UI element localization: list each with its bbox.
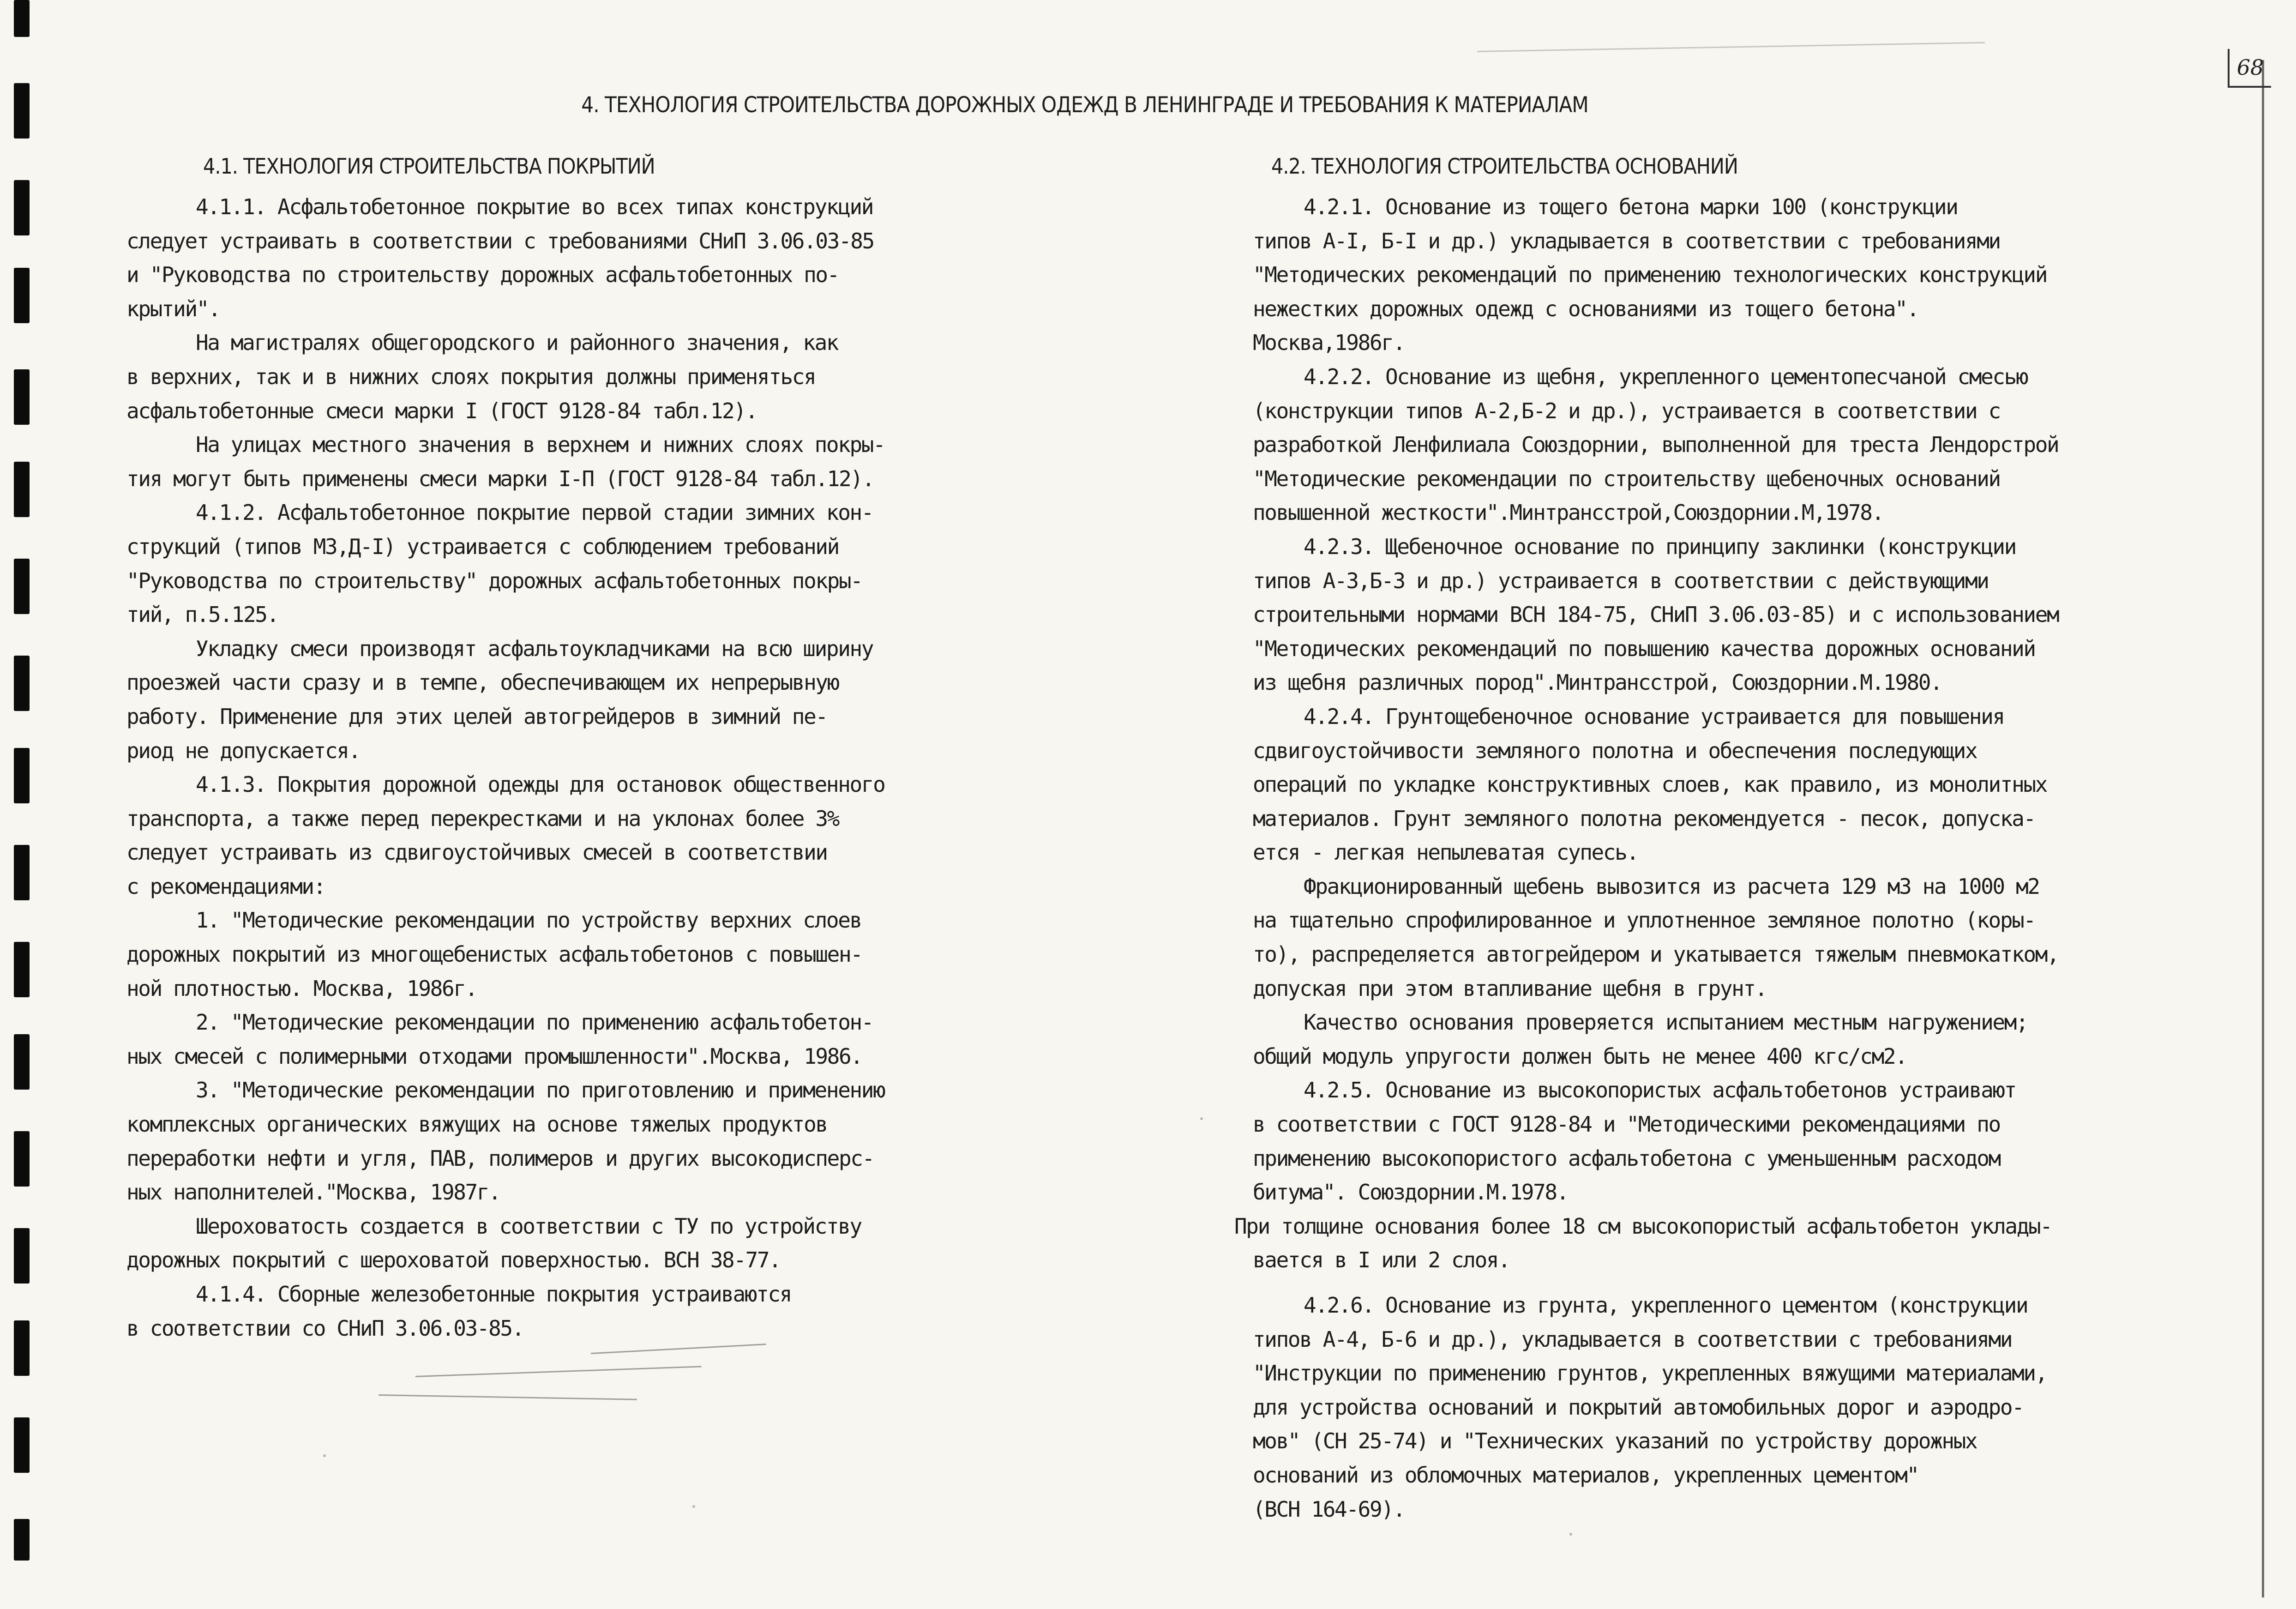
binding-mark xyxy=(14,1034,30,1090)
binding-mark xyxy=(14,1519,30,1561)
text-line: следует устраивать из сдвигоустойчивых смесей в соответствии xyxy=(126,840,827,865)
text-line: мов" (СН 25-74) и "Технических указаний по устройству дорожных xyxy=(1253,1428,1977,1454)
text-line: ной плотностью. Москва, 1986г. xyxy=(126,976,477,1001)
text-line: материалов. Грунт земляного полотна рекомендуется - песок, допуска- xyxy=(1253,806,2035,831)
text-line: "Инструкции по применению грунтов, укрепленных вяжущими материалами, xyxy=(1253,1361,2047,1386)
text-line: "Методические рекомендации по строительству щебеночных оснований xyxy=(1253,466,2000,491)
text-line: 4.2.2. Основание из щебня, укрепленного цементопесчаной смесью xyxy=(1304,364,2028,389)
text-line: типов А-4, Б-6 и др.), укладывается в соответствии с требованиями xyxy=(1253,1326,2012,1352)
text-line: битума". Союздорнии.М.1978. xyxy=(1253,1180,1568,1205)
subsection-heading-4-1: 4.1. ТЕХНОЛОГИЯ СТРОИТЕЛЬСТВА ПОКРЫТИЙ xyxy=(203,154,655,179)
text-line: проезжей части сразу и в темпе, обеспечивающем их непрерывную xyxy=(126,670,839,695)
text-line: переработки нефти и угля, ПАВ, полимеров и других высокодисперс- xyxy=(126,1145,874,1171)
scan-smudge xyxy=(379,1394,637,1400)
text-line: крытий". xyxy=(126,296,220,321)
text-line: и "Руководства по строительству дорожных асфальтобетонных по- xyxy=(126,262,839,288)
text-line: ных наполнителей."Москва, 1987г. xyxy=(126,1180,500,1205)
text-line: 4.1.1. Асфальтобетонное покрытие во всех типах конструкций xyxy=(196,194,873,219)
text-line: 4.2.5. Основание из высокопористых асфальтобетонов устраивают xyxy=(1304,1078,2016,1103)
text-line: 4.2.6. Основание из грунта, укрепленного цементом (конструкции xyxy=(1304,1293,2028,1318)
section-title: 4. ТЕХНОЛОГИЯ СТРОИТЕЛЬСТВА ДОРОЖНЫХ ОДЕЖД В ЛЕНИНГРАДЕ И ТРЕБОВАНИЯ К МАТЕРИАЛАМ xyxy=(581,92,1588,118)
binding-mark xyxy=(14,656,30,711)
text-line: из щебня различных пород".Минтрансстрой, Союздорнии.М.1980. xyxy=(1253,670,1942,695)
binding-mark xyxy=(14,942,30,997)
scan-speck xyxy=(692,1505,695,1508)
binding-mark xyxy=(14,83,30,139)
text-line: тий, п.5.125. xyxy=(126,602,278,627)
text-line: комплексных органических вяжущих на основе тяжелых продуктов xyxy=(126,1112,827,1137)
text-line: риод не допускается. xyxy=(126,738,360,763)
text-line: работу. Применение для этих целей автогрейдеров в зимний пе- xyxy=(126,704,827,729)
binding-mark xyxy=(14,462,30,517)
text-line: на тщательно спрофилированное и уплотненное земляное полотно (коры- xyxy=(1253,908,2035,933)
binding-mark xyxy=(14,0,30,37)
binding-marks xyxy=(14,0,32,1609)
text-line: (ВСН 164-69). xyxy=(1253,1496,1405,1522)
text-line: применению высокопористого асфальтобетона с уменьшенным расходом xyxy=(1253,1145,2000,1171)
text-line: "Методических рекомендаций по применению технологических конструкций xyxy=(1253,262,2047,288)
text-line: 2. "Методические рекомендации по применению асфальтобетон- xyxy=(196,1010,873,1035)
text-line: с рекомендациями: xyxy=(126,874,325,899)
binding-mark xyxy=(14,845,30,900)
scan-smudge xyxy=(1477,42,1985,52)
text-line: (конструкции типов А-2,Б-2 и др.), устраивается в соответствии с xyxy=(1253,398,2000,423)
text-line: разработкой Ленфилиала Союздорнии, выполненной для треста Лендорстрой xyxy=(1253,432,2059,458)
text-line: типов А-3,Б-3 и др.) устраивается в соответствии с действующими xyxy=(1253,568,1989,593)
text-line: 1. "Методические рекомендации по устройству верхних слоев xyxy=(196,908,861,933)
text-line: Укладку смеси производят асфальтоукладчиками на всю ширину xyxy=(196,636,873,661)
text-line: "Руководства по строительству" дорожных асфальтобетонных покры- xyxy=(126,568,862,593)
text-line: Москва,1986г. xyxy=(1253,330,1405,356)
binding-mark xyxy=(14,748,30,803)
right-column xyxy=(1234,148,2245,1526)
binding-mark xyxy=(14,369,30,425)
binding-mark xyxy=(14,268,30,323)
text-line: в соответствии со СНиП 3.06.03-85. xyxy=(126,1315,524,1341)
page-number: 68 xyxy=(2228,49,2271,88)
text-line: 4.2.1. Основание из тощего бетона марки 100 (конструкции xyxy=(1304,194,1958,219)
text-line: Качество основания проверяется испытанием местным нагружением; xyxy=(1304,1010,2028,1035)
subsection-heading-4-2: 4.2. ТЕХНОЛОГИЯ СТРОИТЕЛЬСТВА ОСНОВАНИЙ xyxy=(1271,154,1738,179)
text-line: ется - легкая непылеватая супесь. xyxy=(1253,840,1638,865)
text-line: На улицах местного значения в верхнем и нижних слоях покры- xyxy=(196,432,885,458)
binding-mark xyxy=(14,1131,30,1187)
text-line: транспорта, а также перед перекрестками и на уклонах более 3% xyxy=(126,806,839,831)
text-line: тия могут быть применены смеси марки I-П (ГОСТ 9128-84 табл.12). xyxy=(126,466,874,491)
binding-mark xyxy=(14,559,30,614)
scan-smudge xyxy=(415,1366,702,1377)
text-line: операций по укладке конструктивных слоев, как правило, из монолитных xyxy=(1253,772,2047,797)
text-line: 4.1.2. Асфальтобетонное покрытие первой стадии зимних кон- xyxy=(196,500,873,525)
text-line: струкций (типов МЗ,Д-I) устраивается с соблюдением требований xyxy=(126,534,839,559)
text-line: нежестких дорожных одежд с основаниями из тощего бетона". xyxy=(1253,296,1918,321)
page-edge-line xyxy=(2262,60,2264,1597)
text-line: 4.1.3. Покрытия дорожной одежды для остановок общественного xyxy=(196,772,885,797)
binding-mark xyxy=(14,180,30,235)
text-line: дорожных покрытий из многощебенистых асфальтобетонов с повышен- xyxy=(126,942,862,967)
text-line: вается в I или 2 слоя. xyxy=(1253,1247,1510,1273)
scan-speck xyxy=(1569,1533,1572,1536)
text-line: "Методических рекомендаций по повышению качества дорожных оснований xyxy=(1253,636,2035,661)
text-line: в верхних, так и в нижних слоях покрытия должны применяться xyxy=(126,364,816,389)
text-line: дорожных покрытий с шероховатой поверхностью. ВСН 38-77. xyxy=(126,1247,781,1273)
binding-mark xyxy=(14,1417,30,1473)
text-line: оснований из обломочных материалов, укрепленных цементом" xyxy=(1253,1462,1918,1488)
text-line: ных смесей с полимерными отходами промышленности".Москва, 1986. xyxy=(126,1043,862,1069)
text-line: На магистралях общегородского и районного значения, как xyxy=(196,330,838,356)
text-line: 4.2.3. Щебеночное основание по принципу заклинки (конструкции xyxy=(1304,534,2016,559)
text-line: в соответствии с ГОСТ 9128-84 и "Методическими рекомендациями по xyxy=(1253,1112,2000,1137)
text-line: 4.1.4. Сборные железобетонные покрытия устраиваются xyxy=(196,1282,792,1307)
text-line: 4.2.4. Грунтощебеночное основание устраивается для повышения xyxy=(1304,704,2004,729)
text-line: допуская при этом втапливание щебня в грунт. xyxy=(1253,976,1767,1001)
text-line: Фракционированный щебень вывозится из расчета 129 м3 на 1000 м2 xyxy=(1304,874,2039,899)
text-line: При толщине основания более 18 см высокопористый асфальтобетон уклады- xyxy=(1234,1213,2052,1239)
binding-mark xyxy=(14,1320,30,1376)
text-line: повышенной жесткости".Минтрансстрой,Союздорнии.М,1978. xyxy=(1253,500,1883,525)
text-line: типов А-I, Б-I и др.) укладывается в соответствии с требованиями xyxy=(1253,228,2000,253)
text-line: Шероховатость создается в соответствии с ТУ по устройству xyxy=(196,1213,861,1239)
text-line: для устройства оснований и покрытий автомобильных дорог и аэродро- xyxy=(1253,1394,2024,1420)
text-line: следует устраивать в соответствии с требованиями СНиП 3.06.03-85 xyxy=(126,228,874,253)
scan-speck xyxy=(1200,1117,1203,1120)
text-line: сдвигоустойчивости земляного полотна и обеспечения последующих xyxy=(1253,738,1977,763)
binding-mark xyxy=(14,1228,30,1284)
text-line: строительными нормами ВСН 184-75, СНиП 3.06.03-85) и с использованием xyxy=(1253,602,2059,627)
scan-speck xyxy=(323,1454,326,1457)
left-column xyxy=(126,148,1050,1345)
text-line: то), распределяется автогрейдером и укатывается тяжелым пневмокатком, xyxy=(1253,942,2059,967)
text-line: асфальтобетонные смеси марки I (ГОСТ 9128-84 табл.12). xyxy=(126,398,757,423)
text-line: 3. "Методические рекомендации по приготовлению и применению xyxy=(196,1078,885,1103)
text-line: общий модуль упругости должен быть не менее 400 кгс/см2. xyxy=(1253,1043,1907,1069)
